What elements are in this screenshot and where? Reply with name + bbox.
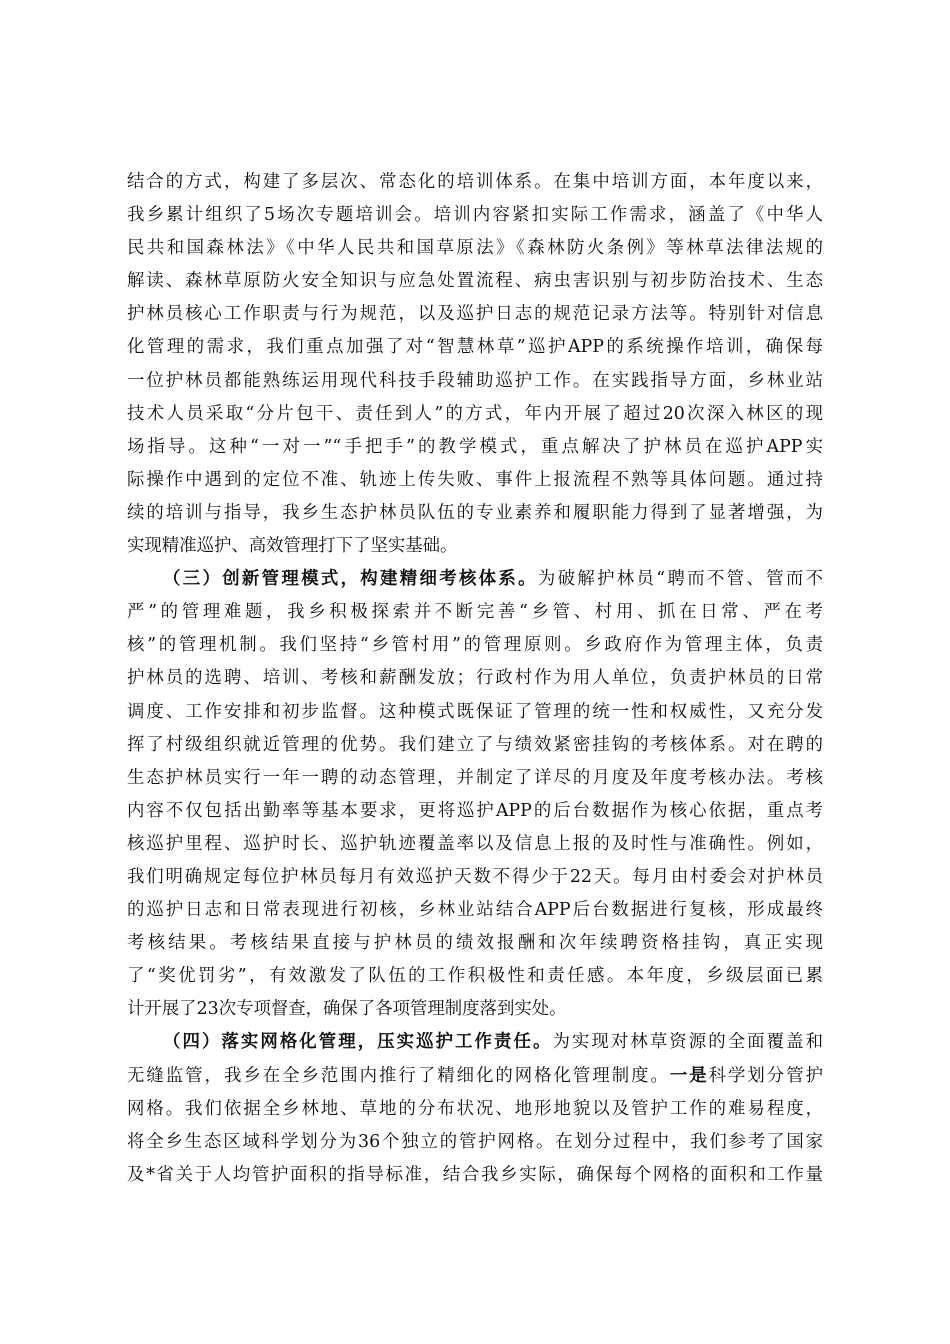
text-line: 挥了村级组织就近管理的优势。我们建立了与绩效紧密挂钩的考核体系。对在聘的 — [127, 734, 823, 755]
paragraph-training — [127, 166, 823, 563]
text-line: 护林员的选聘、培训、考核和薪酬发放；行政村作为用人单位，负责护林员的日常 — [127, 668, 823, 689]
text-line: 实现精准巡护、高效管理打下了坚实基础。 — [127, 536, 458, 557]
text-line-first — [127, 1026, 823, 1059]
text-line: 生态护林员实行一年一聘的动态管理，并制定了详尽的月度及年度考核办法。考核 — [127, 767, 823, 788]
paragraph-management-model — [127, 563, 823, 1026]
text-line: 技术人员采取“分片包干、责任到人”的方式，年内开展了超过20次深入林区的现 — [127, 403, 823, 424]
text-line: 考核结果。考核结果直接与护林员的绩效报酬和次年续聘资格挂钩，真正实现 — [127, 933, 823, 954]
text-line: 将全乡生态区域科学划分为36个独立的管护网格。在划分过程中，我们参考了国家 — [127, 1131, 823, 1152]
text-line: 核”的管理机制。我们坚持“乡管村用”的管理原则。乡政府作为管理主体，负责 — [127, 635, 823, 656]
text-line: 化管理的需求，我们重点加强了对“智慧林草”巡护APP的系统操作培训，确保每 — [127, 337, 823, 358]
text-line: 解读、森林草原防火安全知识与应急处置流程、病虫害识别与初步防治技术、生态 — [127, 271, 823, 292]
text-line: 续的培训与指导，我乡生态护林员队伍的专业素养和履职能力得到了显著增强，为 — [127, 502, 823, 523]
text-line: 核巡护里程、巡护时长、巡护轨迹覆盖率以及信息上报的及时性与准确性。例如， — [127, 833, 823, 854]
text-run: 为实现对林草资源的全面覆盖和 — [552, 1032, 823, 1053]
text-run: 为破解护林员“聘而不管、管而不 — [537, 569, 823, 590]
document-page — [127, 166, 823, 1192]
text-line: 护林员核心工作职责与行为规范，以及巡护日志的规范记录方法等。特别针对信息 — [127, 304, 823, 325]
text-line: 我乡累计组织了5场次专题培训会。培训内容紧扣实际工作需求，涵盖了《中华人 — [127, 205, 823, 226]
text-line: 内容不仅包括出勤率等基本要求，更将巡护APP的后台数据作为核心依据，重点考 — [127, 800, 823, 821]
text-line: 际操作中遇到的定位不准、轨迹上传失败、事件上报流程不熟等具体问题。通过持 — [127, 469, 823, 490]
text-line: 严”的管理难题，我乡积极探索并不断完善“乡管、村用、抓在日常、严在考 — [127, 602, 823, 623]
text-line: 一位护林员都能熟练运用现代科技手段辅助巡护工作。在实践指导方面，乡林业站 — [127, 370, 823, 391]
text-line: 场指导。这种“一对一”“手把手”的教学模式，重点解决了护林员在巡护APP实 — [127, 436, 823, 457]
text-line: 计开展了23次专项督查，确保了各项管理制度落到实处。 — [127, 999, 567, 1020]
text-line: 网格。我们依据全乡林地、草地的分布状况、地形地貌以及管护工作的难易程度， — [127, 1098, 823, 1119]
text-line-first — [127, 563, 823, 596]
text-line: 及*省关于人均管护面积的指导标准，结合我乡实际，确保每个网格的面积和工作量 — [127, 1164, 823, 1185]
emphasis-text: 一是 — [669, 1065, 709, 1086]
text-line: 民共和国森林法》《中华人民共和国草原法》《森林防火条例》等林草法律法规的 — [127, 238, 823, 259]
section-heading: （三）创新管理模式，构建精细考核体系。 — [163, 569, 538, 590]
text-run: 无缝监管，我乡在全乡范围内推行了精细化的网格化管理制度。 — [127, 1065, 670, 1086]
paragraph-grid-management — [127, 1026, 823, 1191]
text-line: 我们明确规定每位护林员每月有效巡护天数不得少于22天。每月由村委会对护林员 — [127, 866, 823, 887]
text-line: 的巡护日志和日常表现进行初核，乡林业站结合APP后台数据进行复核，形成最终 — [127, 900, 823, 921]
section-heading: （四）落实网格化管理，压实巡护工作责任。 — [163, 1032, 553, 1053]
text-line: 了“奖优罚劣”，有效激发了队伍的工作积极性和责任感。本年度，乡级层面已累 — [127, 966, 823, 987]
text-line: 结合的方式，构建了多层次、常态化的培训体系。在集中培训方面，本年度以来， — [127, 172, 823, 192]
text-line: 调度、工作安排和初步监督。这种模式既保证了管理的统一性和权威性，又充分发 — [127, 701, 823, 722]
text-run: 科学划分管护 — [708, 1065, 823, 1086]
text-line — [127, 1060, 823, 1093]
